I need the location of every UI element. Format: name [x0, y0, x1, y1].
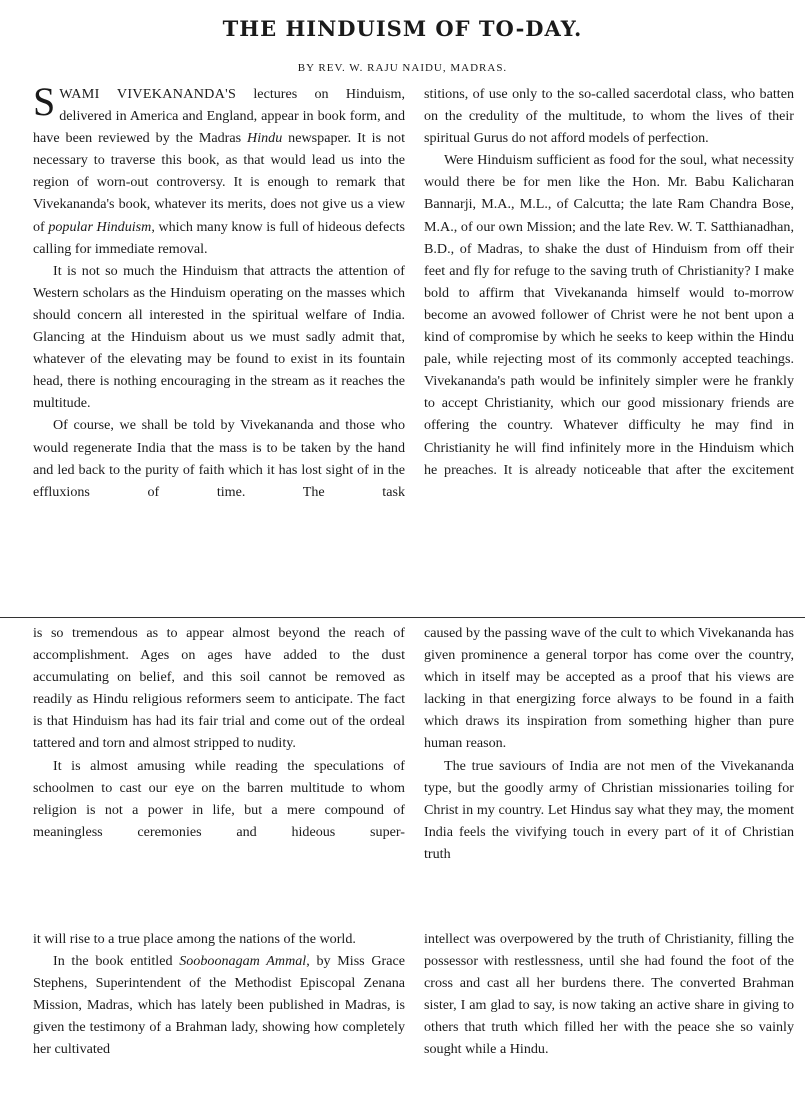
paragraph: In the book entitled Sooboonagam Ammal, by Miss Grace Stephens, Superintendent of the Methodist Episcopal Zenana Mission, Madras, which has lately been published in Madras, is given the testimony of a Brahman lady, showing how completely her cultivated	[33, 953, 405, 1058]
paragraph: stitions, of use only to the so-called sacerdotal class, who batten on the credulity of the multitude, to whom the lives of their spiritual Gurus do not afford models of perfection.	[424, 86, 794, 147]
byline: BY REV. W. RAJU NAIDU, MADRAS.	[297, 62, 508, 74]
section1-left-column	[33, 83, 405, 615]
paragraph: Were Hinduism sufficient as food for the soul, what necessity would there be for men like the Hon. Mr. Babu Kalicharan Bannarji, M.A., M.L., of Calcutta; the late Ram Chandra Bose, M.A., of our own Mission; and the late Rev. W. T. Satthianadhan, B.D., of Madras, to shake the dust of Hinduism from off their feet and fly for refuge to the saving truth of Christianity? I make bold to affirm that Vivekananda himself would to-morrow become an avowed follower of Christ were he not bent upon a kind of compromise by which he seeks to keep within the Hindu pale, while rejecting most of its commonly accepted teachings. Vivekananda's path would be infinitely simpler were he frankly to accept Christianity, which our good missionary friends are offering the country. Whatever difficulty he may find in Christianity he will find infinitely more in the Hinduism which he preaches. It is already noticeable that after the excitement	[424, 152, 794, 478]
section3-right-column	[424, 928, 794, 1098]
article-title: THE HINDUISM OF TO-DAY.	[222, 16, 583, 41]
paragraph: SWAMI VIVEKANANDA'S lectures on Hinduism, delivered in America and England, appear in book form, and have been reviewed by the Madras Hindu newspaper. It is not necessary to traverse this book, as that would lead us into the region of worn-out controversy. It is enough to remark that Vivekananda's book, whatever its merits, does not give us a view of popular Hinduism, which many know is full of hideous defects calling for immediate removal.	[33, 83, 405, 257]
section3-left-column	[33, 928, 405, 1098]
paragraph: caused by the passing wave of the cult to which Vivekananda has given prominence a general torpor has come over the country, which in itself may be accepted as a proof that his views are lacking in that energizing force always to be found in a faith which draws its inspiration from something higher than pure human reason.	[424, 625, 794, 752]
paragraph: Of course, we shall be told by Vivekananda and those who would regenerate India that the mass is to be taken by the hand and led back to the purity of faith which it has lost sight of in the effluxions of time. The task	[33, 417, 405, 500]
section2-left-column	[33, 622, 405, 910]
section2-right-column	[424, 622, 794, 910]
section1-right-column	[424, 83, 794, 615]
drop-cap: S	[33, 83, 56, 124]
paragraph: intellect was overpowered by the truth of Christianity, filling the possessor with restlessness, until she had found the foot of the cross and cast all her burdens there. The converted Brahman sister, I am glad to say, is now taking an active share in giving to others that truth which filled her with the peace she so vainly sought while a Hindu.	[424, 931, 794, 1058]
section-divider	[0, 617, 805, 618]
paragraph: is so tremendous as to appear almost beyond the reach of accomplishment. Ages on ages have added to the dust accumulating on belief, and this soil cannot be removed as readily as Hindu religious reformers seem to anticipate. The fact is that Hinduism has had its fair trial and come out of the ordeal tattered and torn and almost stripped to nudity.	[33, 625, 405, 752]
paragraph: it will rise to a true place among the nations of the world.	[33, 931, 356, 947]
paragraph: The true saviours of India are not men of the Vivekananda type, but the goodly army of Christian missionaries toiling for Christ in my country. Let Hindus say what they may, the moment India feels the vivifying touch in every part of it of Christian truth	[424, 757, 794, 862]
paragraph: It is not so much the Hinduism that attracts the attention of Western scholars as the Hinduism operating on the masses which should concern all interested in the spiritual welfare of India. Glancing at the Hinduism about us we must sadly admit that, whatever of the elevating may be found to exist in its fountain head, there is nothing encouraging in the stream as it reaches the multitude.	[33, 262, 405, 412]
paragraph: It is almost amusing while reading the speculations of schoolmen to cast our eye on the barren multitude to whom religion is not a power in life, but a mere compound of meaningless ceremonies and hideous super-	[33, 757, 405, 840]
